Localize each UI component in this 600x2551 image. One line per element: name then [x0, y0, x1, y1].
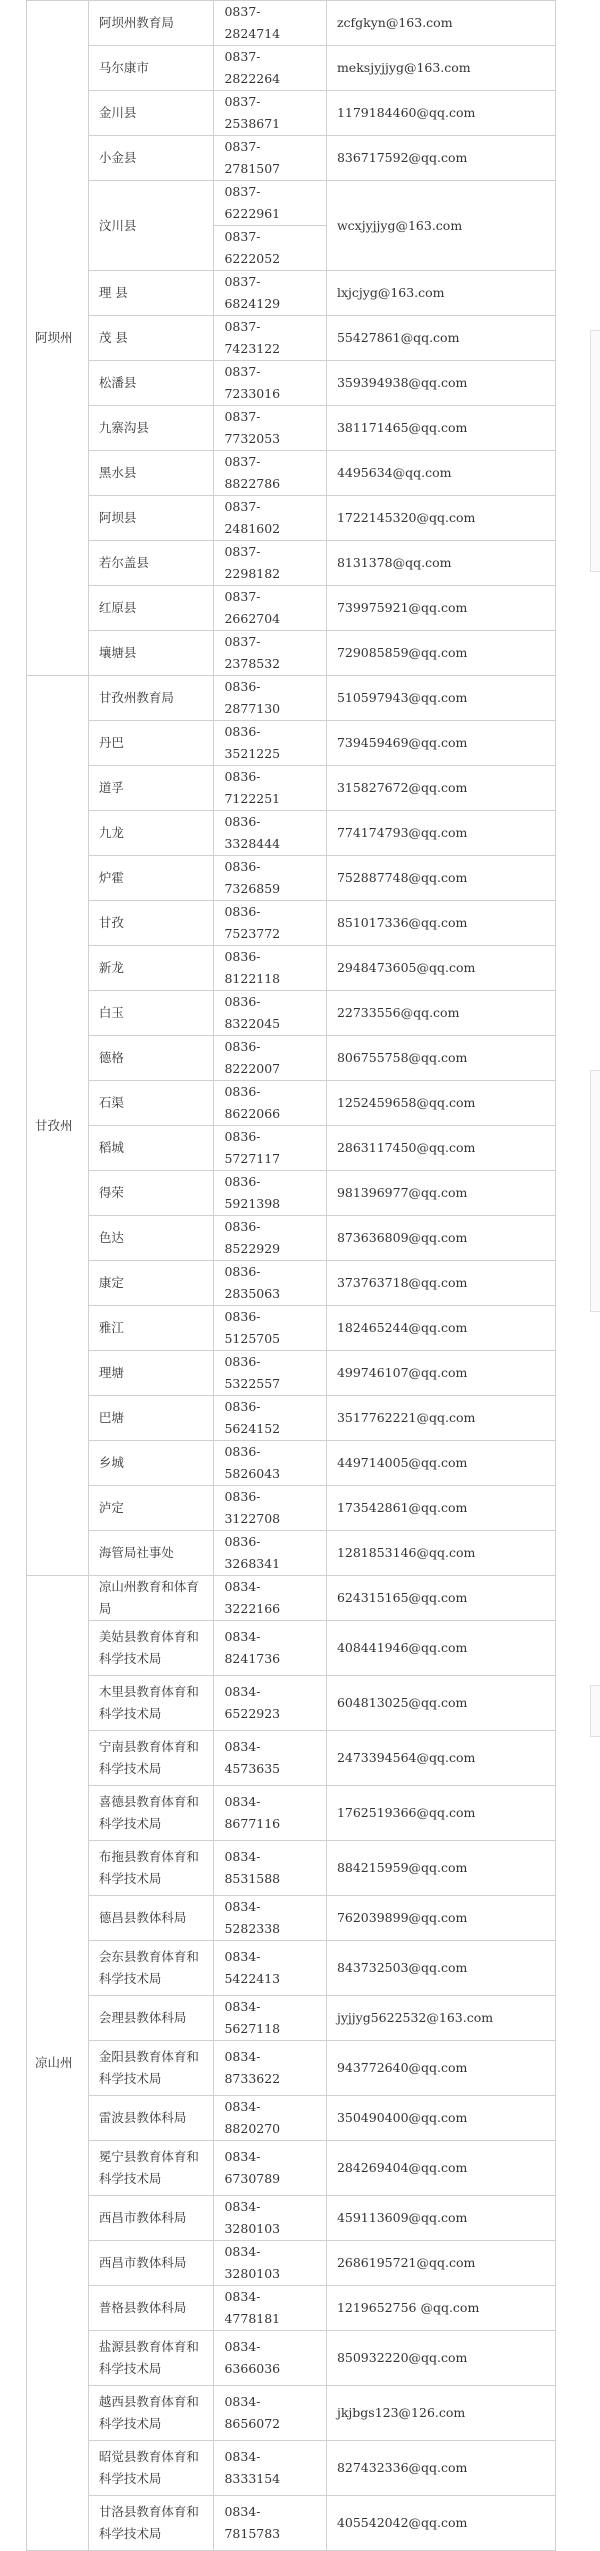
unit-cell: 甘孜州教育局 — [88, 676, 214, 721]
side-panel-edge — [590, 1685, 600, 1737]
unit-cell: 金阳县教育体育和科学技术局 — [88, 2041, 214, 2096]
unit-cell: 石渠 — [88, 1081, 214, 1126]
unit-cell: 凉山州教育和体育局 — [88, 1576, 214, 1621]
unit-cell: 马尔康市 — [88, 46, 214, 91]
phone-cell: 0834-5627118 — [214, 1996, 326, 2041]
phone-cell: 0837-7423122 — [214, 316, 326, 361]
table-row — [27, 586, 556, 631]
table-row — [27, 1941, 556, 1996]
phone-cell: 0836-8622066 — [214, 1081, 326, 1126]
unit-cell: 德格 — [88, 1036, 214, 1081]
unit-cell: 黑水县 — [88, 451, 214, 496]
table-row — [27, 2141, 556, 2196]
email-cell: 774174793@qq.com — [326, 811, 555, 856]
phone-cell: 0836-7122251 — [214, 766, 326, 811]
table-row — [27, 1351, 556, 1396]
table-row — [27, 2441, 556, 2496]
table-row — [27, 181, 556, 226]
table-row — [27, 1621, 556, 1676]
phone-cell: 0834-8677116 — [214, 1786, 326, 1841]
table-row — [27, 901, 556, 946]
unit-cell: 冕宁县教育体育和科学技术局 — [88, 2141, 214, 2196]
phone-cell: 0834-7815783 — [214, 2496, 326, 2551]
phone-cell: 0834-6730789 — [214, 2141, 326, 2196]
table-row — [27, 1396, 556, 1441]
email-cell: 381171465@qq.com — [326, 406, 555, 451]
phone-cell: 0834-4573635 — [214, 1731, 326, 1786]
unit-cell: 越西县教育体育和科学技术局 — [88, 2386, 214, 2441]
table-row — [27, 91, 556, 136]
unit-cell: 巴塘 — [88, 1396, 214, 1441]
unit-cell: 小金县 — [88, 136, 214, 181]
unit-cell: 海管局社事处 — [88, 1531, 214, 1576]
table-row — [27, 2331, 556, 2386]
table-row — [27, 2386, 556, 2441]
unit-cell: 乡城 — [88, 1441, 214, 1486]
table-row — [27, 2096, 556, 2141]
email-cell: 873636809@qq.com — [326, 1216, 555, 1261]
table-row — [27, 1996, 556, 2041]
phone-cell: 0836-8122118 — [214, 946, 326, 991]
phone-cell: 0837-2824714 — [214, 1, 326, 46]
email-cell: 1252459658@qq.com — [326, 1081, 555, 1126]
table-row — [27, 946, 556, 991]
unit-cell: 炉霍 — [88, 856, 214, 901]
table-row — [27, 46, 556, 91]
email-cell: 1722145320@qq.com — [326, 496, 555, 541]
table-row — [27, 1896, 556, 1941]
table-row — [27, 1486, 556, 1531]
unit-cell: 布拖县教育体育和科学技术局 — [88, 1841, 214, 1896]
table-row — [27, 1441, 556, 1486]
table-row — [27, 1676, 556, 1731]
table-row — [27, 1126, 556, 1171]
table-row — [27, 271, 556, 316]
phone-cell: 0834-8531588 — [214, 1841, 326, 1896]
email-cell: 359394938@qq.com — [326, 361, 555, 406]
table-row — [27, 2496, 556, 2551]
email-cell: 762039899@qq.com — [326, 1896, 555, 1941]
email-cell: 350490400@qq.com — [326, 2096, 555, 2141]
phone-cell: 0837-2781507 — [214, 136, 326, 181]
table-row — [27, 1171, 556, 1216]
email-cell: 943772640@qq.com — [326, 2041, 555, 2096]
email-cell: meksjyjjyg@163.com — [326, 46, 555, 91]
side-panel-edge — [590, 1070, 600, 1312]
phone-cell: 0836-8222007 — [214, 1036, 326, 1081]
phone-cell: 0836-5727117 — [214, 1126, 326, 1171]
email-cell: 182465244@qq.com — [326, 1306, 555, 1351]
email-cell: 850932220@qq.com — [326, 2331, 555, 2386]
unit-cell: 阿坝县 — [88, 496, 214, 541]
email-cell: 373763718@qq.com — [326, 1261, 555, 1306]
phone-cell: 0834-5422413 — [214, 1941, 326, 1996]
email-cell: 510597943@qq.com — [326, 676, 555, 721]
unit-cell: 新龙 — [88, 946, 214, 991]
phone-cell: 0836-5322557 — [214, 1351, 326, 1396]
table-row — [27, 1261, 556, 1306]
email-cell: 315827672@qq.com — [326, 766, 555, 811]
phone-cell: 0836-3268341 — [214, 1531, 326, 1576]
phone-cell: 0837-7233016 — [214, 361, 326, 406]
table-row — [27, 676, 556, 721]
unit-cell: 丹巴 — [88, 721, 214, 766]
email-cell: 408441946@qq.com — [326, 1621, 555, 1676]
table-row — [27, 1731, 556, 1786]
unit-cell: 康定 — [88, 1261, 214, 1306]
phone-cell: 0836-5624152 — [214, 1396, 326, 1441]
email-cell: 1281853146@qq.com — [326, 1531, 555, 1576]
unit-cell: 若尔盖县 — [88, 541, 214, 586]
table-row — [27, 361, 556, 406]
table-row — [27, 2196, 556, 2241]
unit-cell: 白玉 — [88, 991, 214, 1036]
phone-cell: 0834-5282338 — [214, 1896, 326, 1941]
unit-cell: 普格县教体科局 — [88, 2286, 214, 2331]
unit-cell: 松潘县 — [88, 361, 214, 406]
table-row — [27, 1841, 556, 1896]
unit-cell: 宁南县教育体育和科学技术局 — [88, 1731, 214, 1786]
phone-cell: 0837-7732053 — [214, 406, 326, 451]
phone-cell: 0836-3328444 — [214, 811, 326, 856]
phone-cell: 0834-6522923 — [214, 1676, 326, 1731]
email-cell: 729085859@qq.com — [326, 631, 555, 676]
email-cell: 1762519366@qq.com — [326, 1786, 555, 1841]
phone-cell: 0834-3280103 — [214, 2241, 326, 2286]
phone-cell: 0834-8241736 — [214, 1621, 326, 1676]
phone-cell: 0837-6824129 — [214, 271, 326, 316]
email-cell: 827432336@qq.com — [326, 2441, 555, 2496]
phone-cell: 0836-3122708 — [214, 1486, 326, 1531]
table-row — [27, 2286, 556, 2331]
phone-cell: 0836-2835063 — [214, 1261, 326, 1306]
email-cell: jyjjyg5622532@163.com — [326, 1996, 555, 2041]
unit-cell: 木里县教育体育和科学技术局 — [88, 1676, 214, 1731]
table-row — [27, 721, 556, 766]
unit-cell: 九寨沟县 — [88, 406, 214, 451]
email-cell: 173542861@qq.com — [326, 1486, 555, 1531]
phone-cell: 0834-8733622 — [214, 2041, 326, 2096]
table-row — [27, 541, 556, 586]
email-cell: 22733556@qq.com — [326, 991, 555, 1036]
email-cell: 2686195721@qq.com — [326, 2241, 555, 2286]
unit-cell: 甘洛县教育体育和科学技术局 — [88, 2496, 214, 2551]
contact-table-container — [26, 0, 556, 2551]
email-cell: 405542042@qq.com — [326, 2496, 555, 2551]
table-row — [27, 136, 556, 181]
unit-cell: 理塘 — [88, 1351, 214, 1396]
unit-cell: 德昌县教体科局 — [88, 1896, 214, 1941]
email-cell: 851017336@qq.com — [326, 901, 555, 946]
table-row — [27, 1036, 556, 1081]
unit-cell: 理 县 — [88, 271, 214, 316]
unit-cell: 壤塘县 — [88, 631, 214, 676]
phone-cell: 0837-6222052 — [214, 226, 326, 271]
email-cell: 55427861@qq.com — [326, 316, 555, 361]
email-cell: jkjbgs123@126.com — [326, 2386, 555, 2441]
email-cell: 449714005@qq.com — [326, 1441, 555, 1486]
unit-cell: 盐源县教育体育和科学技术局 — [88, 2331, 214, 2386]
phone-cell: 0834-8656072 — [214, 2386, 326, 2441]
email-cell: 884215959@qq.com — [326, 1841, 555, 1896]
phone-cell: 0837-2538671 — [214, 91, 326, 136]
phone-cell: 0836-5826043 — [214, 1441, 326, 1486]
phone-cell: 0836-5921398 — [214, 1171, 326, 1216]
unit-cell: 稻城 — [88, 1126, 214, 1171]
unit-cell: 金川县 — [88, 91, 214, 136]
table-row — [27, 1216, 556, 1261]
phone-cell: 0834-3222166 — [214, 1576, 326, 1621]
unit-cell: 昭觉县教育体育和科学技术局 — [88, 2441, 214, 2496]
email-cell: 459113609@qq.com — [326, 2196, 555, 2241]
phone-cell: 0837-2378532 — [214, 631, 326, 676]
unit-cell: 茂 县 — [88, 316, 214, 361]
unit-cell: 甘孜 — [88, 901, 214, 946]
table-row — [27, 2041, 556, 2096]
email-cell: 1219652756 @qq.com — [326, 2286, 555, 2331]
phone-cell: 0837-2822264 — [214, 46, 326, 91]
contact-table-body — [27, 1, 556, 2551]
region-cell: 凉山州 — [27, 1576, 89, 2551]
unit-cell: 泸定 — [88, 1486, 214, 1531]
email-cell: 739975921@qq.com — [326, 586, 555, 631]
unit-cell: 会东县教育体育和科学技术局 — [88, 1941, 214, 1996]
unit-cell: 道孚 — [88, 766, 214, 811]
phone-cell: 0836-7326859 — [214, 856, 326, 901]
email-cell: 2948473605@qq.com — [326, 946, 555, 991]
unit-cell: 阿坝州教育局 — [88, 1, 214, 46]
unit-cell: 西昌市教体科局 — [88, 2241, 214, 2286]
email-cell: 981396977@qq.com — [326, 1171, 555, 1216]
email-cell: zcfgkyn@163.com — [326, 1, 555, 46]
phone-cell: 0837-2298182 — [214, 541, 326, 586]
email-cell: 843732503@qq.com — [326, 1941, 555, 1996]
table-row — [27, 1576, 556, 1621]
unit-cell: 西昌市教体科局 — [88, 2196, 214, 2241]
table-row — [27, 766, 556, 811]
email-cell: 604813025@qq.com — [326, 1676, 555, 1731]
phone-cell: 0837-2662704 — [214, 586, 326, 631]
phone-cell: 0837-6222961 — [214, 181, 326, 226]
table-row — [27, 631, 556, 676]
unit-cell: 雷波县教体科局 — [88, 2096, 214, 2141]
table-row — [27, 1531, 556, 1576]
email-cell: 8131378@qq.com — [326, 541, 555, 586]
phone-cell: 0836-5125705 — [214, 1306, 326, 1351]
table-row — [27, 1081, 556, 1126]
phone-cell: 0836-7523772 — [214, 901, 326, 946]
phone-cell: 0834-3280103 — [214, 2196, 326, 2241]
phone-cell: 0836-3521225 — [214, 721, 326, 766]
contact-table — [26, 0, 556, 2551]
email-cell: 2473394564@qq.com — [326, 1731, 555, 1786]
email-cell: 836717592@qq.com — [326, 136, 555, 181]
email-cell: 752887748@qq.com — [326, 856, 555, 901]
email-cell: 3517762221@qq.com — [326, 1396, 555, 1441]
email-cell: wcxjyjjyg@163.com — [326, 181, 555, 271]
table-row — [27, 991, 556, 1036]
email-cell: 1179184460@qq.com — [326, 91, 555, 136]
table-row — [27, 451, 556, 496]
email-cell: lxjcjyg@163.com — [326, 271, 555, 316]
phone-cell: 0836-2877130 — [214, 676, 326, 721]
phone-cell: 0836-8522929 — [214, 1216, 326, 1261]
unit-cell: 色达 — [88, 1216, 214, 1261]
region-cell: 阿坝州 — [27, 1, 89, 676]
phone-cell: 0834-4778181 — [214, 2286, 326, 2331]
unit-cell: 得荣 — [88, 1171, 214, 1216]
table-row — [27, 1306, 556, 1351]
table-row — [27, 1786, 556, 1841]
table-row — [27, 406, 556, 451]
email-cell: 4495634@qq.com — [326, 451, 555, 496]
unit-cell: 会理县教体科局 — [88, 1996, 214, 2041]
email-cell: 624315165@qq.com — [326, 1576, 555, 1621]
phone-cell: 0837-2481602 — [214, 496, 326, 541]
phone-cell: 0837-8822786 — [214, 451, 326, 496]
table-row — [27, 1, 556, 46]
email-cell: 284269404@qq.com — [326, 2141, 555, 2196]
email-cell: 499746107@qq.com — [326, 1351, 555, 1396]
email-cell: 2863117450@qq.com — [326, 1126, 555, 1171]
phone-cell: 0834-6366036 — [214, 2331, 326, 2386]
unit-cell: 红原县 — [88, 586, 214, 631]
phone-cell: 0834-8333154 — [214, 2441, 326, 2496]
unit-cell: 九龙 — [88, 811, 214, 856]
table-row — [27, 856, 556, 901]
table-row — [27, 316, 556, 361]
phone-cell: 0836-8322045 — [214, 991, 326, 1036]
unit-cell: 雅江 — [88, 1306, 214, 1351]
phone-cell: 0834-8820270 — [214, 2096, 326, 2141]
email-cell: 739459469@qq.com — [326, 721, 555, 766]
table-row — [27, 811, 556, 856]
unit-cell: 美姑县教育体育和科学技术局 — [88, 1621, 214, 1676]
email-cell: 806755758@qq.com — [326, 1036, 555, 1081]
region-cell: 甘孜州 — [27, 676, 89, 1576]
table-row — [27, 496, 556, 541]
unit-cell: 汶川县 — [88, 181, 214, 271]
unit-cell: 喜德县教育体育和科学技术局 — [88, 1786, 214, 1841]
side-panel-edge — [590, 330, 600, 572]
table-row — [27, 2241, 556, 2286]
